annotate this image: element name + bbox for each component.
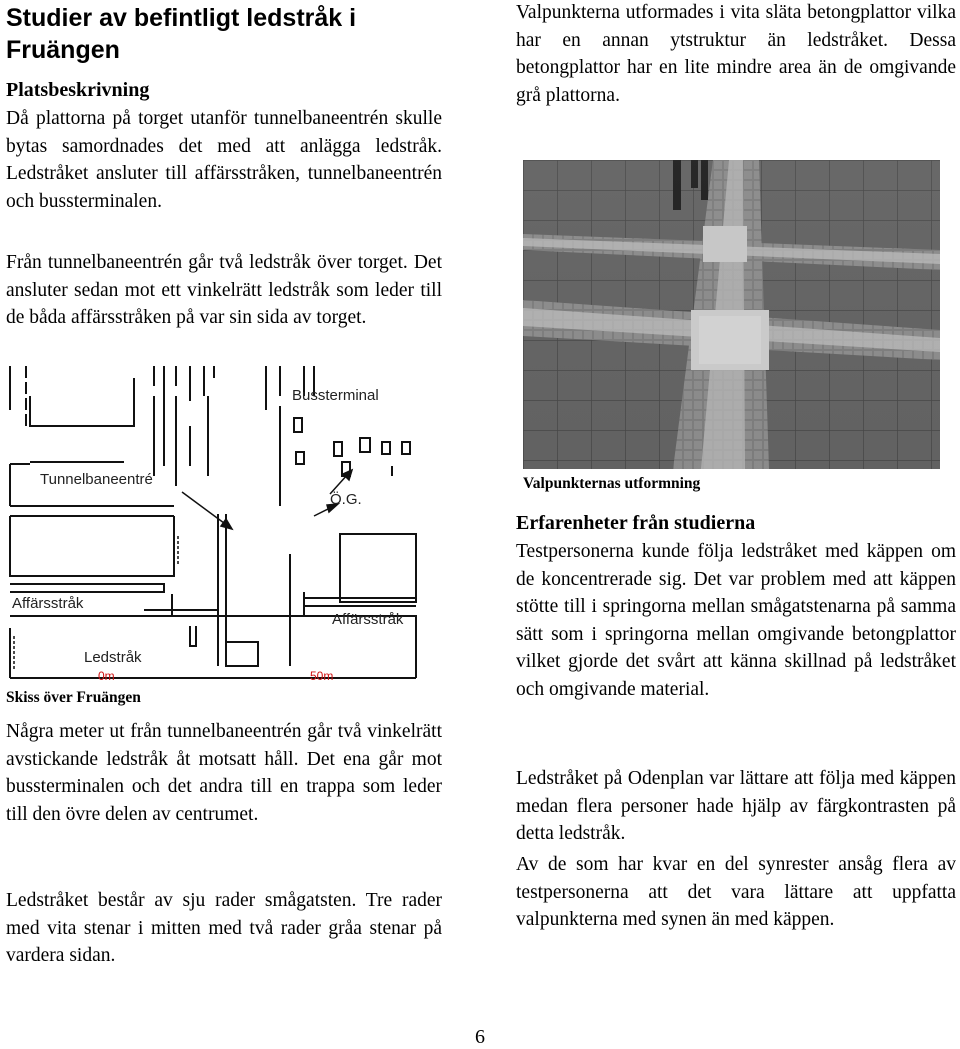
label-affarsstrak-left: Affärsstråk [12, 595, 84, 612]
paragraph-smagatsten: Ledstråket består av sju rader smågatsten. Tre rader med vita stenar i mitten med två rader gråa stenar på vardera sidan. [6, 890, 442, 966]
paragraph-valpunkter: Valpunkterna utformades i vita släta betongplattor vilka har en annan ytstruktur än ledstråket. Dessa betongplattor har en lite mindre area än de omgivande grå plattorna. [516, 2, 956, 106]
section-heading-erfarenheter: Erfarenheter från studierna [516, 512, 756, 534]
label-bussterminal: Bussterminal [292, 387, 379, 404]
page-title: Studier av befintligt ledstråk i Fruängen [6, 4, 357, 64]
label-og: Ö.G. [330, 491, 362, 508]
paragraph-testpersoner: Testpersonerna kunde följa ledstråket med käppen om de koncentrerade sig. Det var problem med att käppen stötte till i springorna mellan smågatstenarna på samma sätt som i springorna mellan omgivande betongplattor vilket gjorde det svårt att känna skillnad på ledstråket och omgivande material. [516, 541, 956, 700]
section-heading-platsbeskrivning: Platsbeskrivning [6, 79, 150, 101]
paragraph-intro: Då plattorna på torget utanför tunnelbaneentrén skulle bytas samordnades det med att anlägga ledstråk. Ledstråket ansluter till affärsstråken, tunnelbaneentrén och bussterminalen. [6, 108, 442, 212]
valpunkter-photo [523, 160, 940, 469]
scale-start: 0m [98, 669, 115, 683]
label-ledstrak: Ledstråk [84, 649, 142, 666]
paragraph-two-ledstrak: Från tunnelbaneentrén går två ledstråk över torget. Det ansluter sedan mot ett vinkelrätt ledstråk som leder till de båda affärsstråken på var sin sida av torget. [6, 252, 442, 328]
paragraph-avstickande: Några meter ut från tunnelbaneentrén går två vinkelrätt avstickande ledstråk åt motsatt håll. Det ena går mot bussterminalen och det andra till en trappa som leder till den övre delen av centrumet. [6, 721, 442, 825]
page-number: 6 [475, 1026, 485, 1048]
paragraph-odenplan: Ledstråket på Odenplan var lättare att följa med käppen medan flera personer hade hjälp av färgkontrasten på detta ledstråk. [516, 768, 956, 844]
photo-caption: Valpunkternas utformning [523, 475, 701, 492]
fruangen-sketch-map [4, 366, 438, 686]
label-tunnelbaneentre: Tunnelbaneentré [40, 471, 153, 488]
paragraph-synrester: Av de som har kvar en del synrester ansåg flera av testpersonerna att det vara lättare att uppfatta valpunkterna med synen än med käppen. [516, 854, 956, 930]
label-affarsstrak-right: Affärsstråk [332, 611, 404, 628]
scale-end: 50m [310, 669, 334, 683]
map-caption: Skiss över Fruängen [6, 689, 141, 706]
